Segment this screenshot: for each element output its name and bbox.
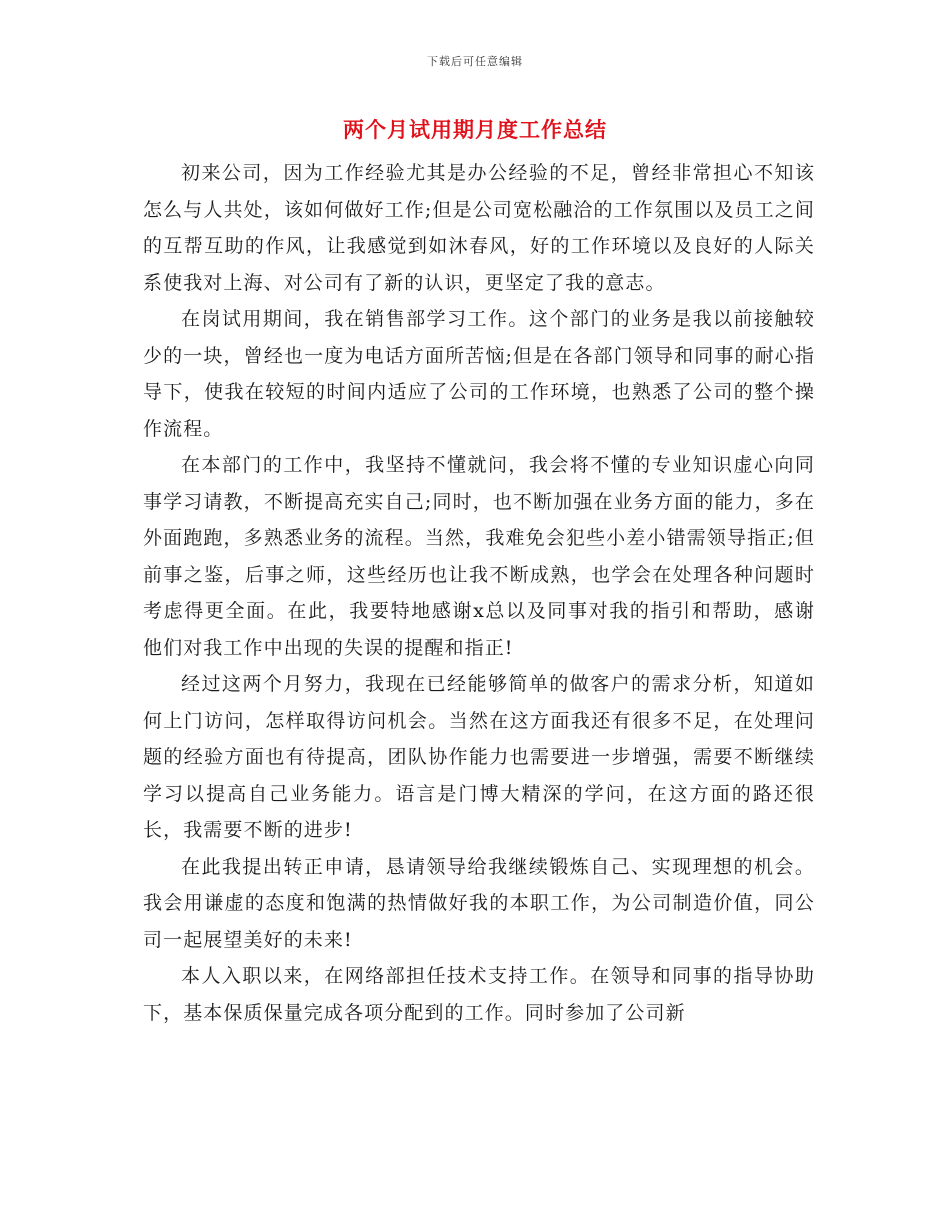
- paragraph-1: 初来公司，因为工作经验尤其是办公经验的不足，曾经非常担心不知该怎么与人共处，该如何做好工作;但是公司宽松融洽的工作氛围以及员工之间的互帮互助的作风，让我感觉到如沐春风，好的工作环境以及良好的人际关系使我对上海、对公司有了新的认识，更坚定了我的意志。: [143, 162, 815, 294]
- document-title: 两个月试用期月度工作总结: [343, 117, 607, 142]
- paragraph-6: 本人入职以来，在网络部担任技术支持工作。在领导和同事的指导协助下，基本保质保量完成各项分配到的工作。同时参加了公司新: [143, 965, 815, 1024]
- header-note: 下载后可任意编辑: [427, 55, 523, 68]
- paragraph-4: 经过这两个月努力，我现在已经能够简单的做客户的需求分析，知道如何上门访问，怎样取得访问机会。当然在这方面我还有很多不足，在处理问题的经验方面也有待提高，团队协作能力也需要进一步增强，需要不断继续学习以提高自己业务能力。语言是门博大精深的学问，在这方面的路还很长，我需要不断的进步!: [143, 673, 815, 841]
- paragraph-5: 在此我提出转正申请，恳请领导给我继续锻炼自己、实现理想的机会。我会用谦虚的态度和饱满的热情做好我的本职工作，为公司制造价值，同公司一起展望美好的未来!: [143, 855, 815, 951]
- paragraph-2: 在岗试用期间，我在销售部学习工作。这个部门的业务是我以前接触较少的一块，曾经也一度为电话方面所苦恼;但是在各部门领导和同事的耐心指导下，使我在较短的时间内适应了公司的工作环境，也熟悉了公司的整个操作流程。: [143, 308, 815, 440]
- document-body: [143, 155, 815, 1031]
- paragraph-3: 在本部门的工作中，我坚持不懂就问，我会将不懂的专业知识虚心向同事学习请教，不断提高充实自己;同时，也不断加强在业务方面的能力，多在外面跑跑，多熟悉业务的流程。当然，我难免会犯些小差小错需领导指正;但前事之鉴，后事之师，这些经历也让我不断成熟，也学会在处理各种问题时考虑得更全面。在此，我要特地感谢x总以及同事对我的指引和帮助，感谢他们对我工作中出现的失误的提醒和指正!: [143, 454, 815, 659]
